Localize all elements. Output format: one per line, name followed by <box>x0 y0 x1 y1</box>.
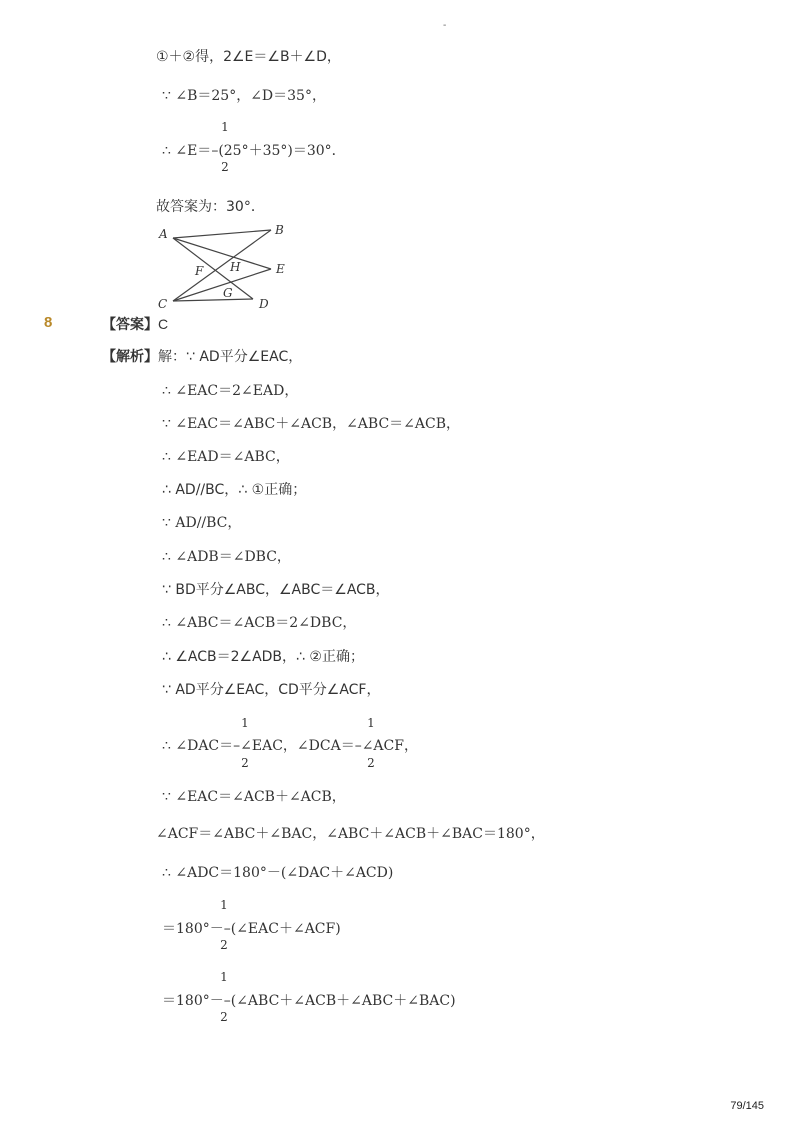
fraction-bar: – <box>223 921 231 937</box>
text-segment: ∴ ∠DAC＝ <box>162 738 234 754</box>
answer-line <box>102 315 168 334</box>
label-d: D <box>259 297 269 311</box>
text-line: ①＋②得，2∠E＝∠B＋∠D， <box>156 49 341 65</box>
equation-line <box>162 920 341 938</box>
step-line: ∴ ∠ADC＝180°－(∠DAC＋∠ACD) <box>162 865 394 881</box>
segment-cd <box>173 299 253 301</box>
segment-ad <box>173 238 253 299</box>
label-h: H <box>230 260 241 274</box>
step-line: ∴ ∠EAD＝∠ABC， <box>162 449 290 465</box>
step-line: ∵ ∠EAC＝∠ABC＋∠ACB，∠ABC＝∠ACB， <box>162 416 461 432</box>
label-e: E <box>276 262 285 276</box>
text-segment: ∠EAC，∠DCA＝ <box>240 738 355 754</box>
label-f: F <box>195 264 204 278</box>
fraction-line <box>162 737 418 755</box>
step-line: ∵ BD平分∠ABC，∠ABC＝∠ACB， <box>162 582 390 598</box>
page-number: 79/145 <box>730 1100 764 1112</box>
label-c: C <box>158 297 168 311</box>
fraction-numerator: 1 <box>241 716 249 730</box>
segment-ce <box>173 269 271 301</box>
fraction-numerator: 1 <box>220 970 228 984</box>
fraction-denominator: 2 <box>220 938 228 952</box>
text-segment: ＝180°－ <box>162 921 224 937</box>
fraction-denominator: 2 <box>221 160 229 174</box>
question-number: 8 <box>44 314 53 331</box>
fraction-numerator: 1 <box>220 898 228 912</box>
text-segment: (25°＋35°)＝30°． <box>218 143 346 159</box>
step-line: ∴ AD//BC，∴ ①正确； <box>162 482 307 498</box>
fraction-denominator: 2 <box>241 756 249 770</box>
fraction-line <box>162 142 346 160</box>
geometry-figure <box>155 222 295 314</box>
fraction-denominator: 2 <box>367 756 375 770</box>
segment-cb <box>173 230 271 301</box>
analysis-line <box>102 348 302 366</box>
fraction-numerator: 1 <box>221 120 229 134</box>
label-b: B <box>275 223 284 237</box>
step-line: ∵ ∠EAC＝∠ACB＋∠ACB， <box>162 789 346 805</box>
fraction-numerator: 1 <box>367 716 375 730</box>
fraction-bar: – <box>354 738 362 754</box>
text-segment: (∠ABC＋∠ACB＋∠ABC＋∠BAC) <box>230 993 456 1009</box>
equation-line <box>162 992 456 1010</box>
fraction-bar: – <box>211 143 219 159</box>
step-line: ∵ AD平分∠EAC，CD平分∠ACF， <box>162 682 381 698</box>
text-line: ∵ ∠B＝25°，∠D＝35°， <box>162 88 326 104</box>
fraction-bar: – <box>233 738 241 754</box>
header-mark: - <box>443 20 447 31</box>
step-line: ∴ ∠ABC＝∠ACB＝2∠DBC， <box>162 615 357 631</box>
text-line: 故答案为：30°． <box>156 199 265 215</box>
label-g: G <box>223 286 233 300</box>
step-line: ∵ AD//BC， <box>162 515 242 531</box>
step-line: ∴ ∠ACB＝2∠ADB，∴ ②正确； <box>162 649 364 665</box>
label-a: A <box>159 227 168 241</box>
step-line: ∴ ∠EAC＝2∠EAD， <box>162 383 299 399</box>
text-segment: ＝180°－ <box>162 993 224 1009</box>
step-line: ∴ ∠ADB＝∠DBC， <box>162 549 291 565</box>
analysis-tag: 【解析】 <box>102 349 158 365</box>
step-line: ∠ACF＝∠ABC＋∠BAC，∠ABC＋∠ACB＋∠BAC＝180°， <box>156 826 545 842</box>
fraction-bar: – <box>223 993 231 1009</box>
fraction-denominator: 2 <box>220 1010 228 1024</box>
answer-tag: 【答案】 <box>102 317 158 333</box>
text-segment: (∠EAC＋∠ACF) <box>230 921 341 937</box>
analysis-start: 解：∵ AD平分∠EAC， <box>158 349 303 365</box>
text-segment: ∠ACF， <box>361 738 418 754</box>
text-segment: ∴ ∠E＝ <box>162 143 212 159</box>
segment-ab <box>173 230 271 238</box>
segment-ae <box>173 238 271 269</box>
answer-value: C <box>158 316 169 332</box>
